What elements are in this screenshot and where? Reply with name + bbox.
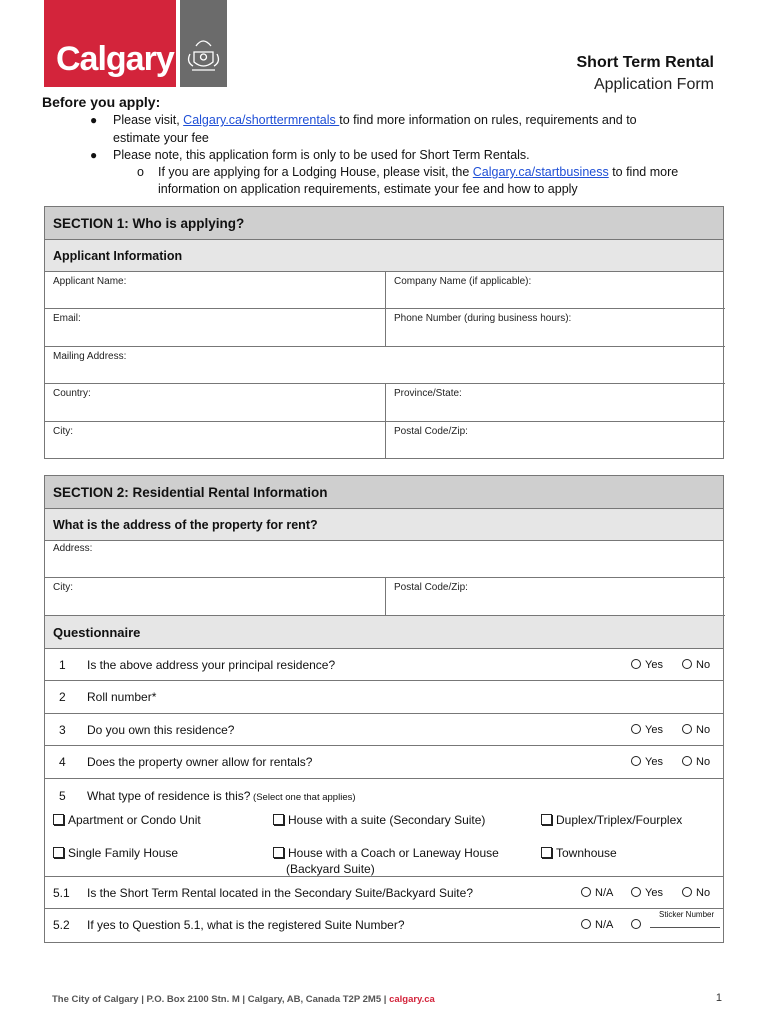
radio-icon (581, 919, 591, 929)
q51-na-radio[interactable] (581, 887, 613, 899)
option-label: Single Family House (68, 846, 179, 860)
option-label: No (696, 756, 711, 768)
radio-icon (682, 887, 692, 897)
secondary-suite-checkbox[interactable] (273, 813, 485, 827)
question-4-row (45, 746, 723, 779)
postal-code-field[interactable]: Postal Code/Zip: (394, 426, 468, 437)
question-number: 4 (59, 755, 66, 769)
intro-text: If you are applying for a Lodging House, please visit, the (158, 165, 473, 179)
question-number: 5 (59, 789, 66, 803)
question-5-2-row (45, 909, 723, 943)
q51-no-radio[interactable] (682, 887, 710, 899)
option-label: Duplex/Triplex/Fourplex (556, 813, 683, 827)
roll-number-label: Roll number* (87, 690, 157, 704)
property-postal-field[interactable]: Postal Code/Zip: (386, 578, 725, 616)
backyard-suite-checkbox[interactable] (273, 846, 499, 860)
duplex-checkbox[interactable] (541, 813, 682, 827)
radio-icon (581, 887, 591, 897)
checkbox-icon (273, 814, 284, 825)
checkbox-icon (541, 847, 552, 858)
section-1-title: SECTION 1: Who is applying? (45, 207, 723, 240)
question-number: 5.2 (53, 918, 70, 932)
property-city-field[interactable]: City: (45, 578, 386, 616)
country-field[interactable]: Country: (45, 384, 386, 422)
option-label: Yes (645, 887, 663, 899)
radio-icon (682, 724, 692, 734)
q4-no-radio[interactable] (682, 756, 710, 768)
option-label: Yes (645, 659, 663, 671)
q1-yes-radio[interactable] (631, 659, 663, 671)
q51-yes-radio[interactable] (631, 887, 663, 899)
radio-icon (682, 756, 692, 766)
intro-sub-bullet-line2: information on application requirements, estimate your fee and how to apply (158, 182, 578, 196)
property-address-field[interactable]: Address: (45, 541, 725, 578)
option-label: House with a Coach or Laneway House (288, 846, 499, 860)
shorttermrentals-link[interactable]: Calgary.ca/shorttermrentals (183, 113, 340, 127)
before-you-apply-heading: Before you apply: (42, 94, 161, 110)
startbusiness-link[interactable]: Calgary.ca/startbusiness (472, 165, 609, 179)
option-label: No (696, 724, 711, 736)
radio-icon (631, 659, 641, 669)
phone-field[interactable]: Phone Number (during business hours): (386, 309, 725, 347)
option-label: Yes (645, 724, 663, 736)
section-2 (44, 475, 724, 943)
q3-no-radio[interactable] (682, 724, 710, 736)
option-label: Townhouse (556, 846, 617, 860)
question-5-1-row (45, 877, 723, 909)
radio-icon (631, 919, 641, 929)
footer-link[interactable]: calgary.ca (389, 994, 435, 1005)
option-label: Yes (645, 756, 663, 768)
question-text: Is the Short Term Rental located in the Secondary Suite/Backyard Suite? (87, 886, 473, 900)
section-1 (44, 206, 724, 459)
option-label: N/A (595, 919, 614, 931)
radio-icon (682, 659, 692, 669)
question-number: 1 (59, 658, 66, 672)
question-text: Is the above address your principal residence? (87, 658, 336, 672)
option-label: No (696, 659, 711, 671)
logo-wordmark: Calgary (56, 40, 174, 78)
form-subtitle: Application Form (593, 76, 714, 93)
applicant-name-field[interactable]: Applicant Name: (45, 272, 386, 309)
form-title: Short Term Rental (576, 54, 714, 71)
question-number: 3 (59, 723, 66, 737)
question-1-row (45, 649, 723, 681)
q52-na-radio[interactable] (581, 919, 613, 931)
checkbox-icon (53, 847, 64, 858)
question-number: 2 (59, 690, 66, 704)
question-2-row[interactable] (45, 681, 723, 714)
q1-no-radio[interactable] (682, 659, 710, 671)
intro-sub-bullet (158, 164, 678, 181)
checkbox-icon (273, 847, 284, 858)
backyard-suite-label-line2: (Backyard Suite) (286, 862, 375, 876)
intro-text: Please visit, (113, 113, 184, 127)
mailing-address-field[interactable]: Mailing Address: (45, 347, 725, 384)
checkbox-icon (53, 814, 64, 825)
q4-yes-radio[interactable] (631, 756, 663, 768)
question-text: Do you own this residence? (87, 723, 235, 737)
coat-of-arms-icon (180, 0, 227, 87)
bullet-icon: ● (90, 113, 98, 127)
sub-bullet-marker: o (137, 165, 144, 179)
section-2-title: SECTION 2: Residential Rental Information (45, 476, 723, 509)
question-text (87, 789, 356, 803)
footer-address: The City of Calgary | P.O. Box 2100 Stn. M | Calgary, AB, Canada T2P 2M5 | (52, 994, 390, 1005)
province-field[interactable]: Province/State: (386, 384, 725, 422)
applicant-info-heading: Applicant Information (45, 240, 723, 272)
question-3-row (45, 714, 723, 746)
option-label: N/A (595, 887, 614, 899)
question-text: Does the property owner allow for rentals? (87, 755, 313, 769)
email-field[interactable]: Email: (45, 309, 386, 347)
company-name-field[interactable]: Company Name (if applicable): (386, 272, 725, 309)
question-text: If yes to Question 5.1, what is the registered Suite Number? (87, 918, 405, 932)
page-number: 1 (715, 992, 722, 1004)
question-number: 5.1 (53, 886, 70, 900)
intro-text: to find more (608, 165, 679, 179)
option-label: House with a suite (Secondary Suite) (288, 813, 486, 827)
property-address-heading: What is the address of the property for rent? (45, 509, 723, 541)
question-5-text: What type of residence is this? (87, 789, 251, 803)
apartment-checkbox[interactable] (53, 813, 201, 827)
question-5-note: (Select one that applies) (250, 792, 356, 803)
intro-bullet-2: Please note, this application form is only to be used for Short Term Rentals. (113, 148, 530, 162)
option-label: Apartment or Condo Unit (68, 813, 201, 827)
q3-yes-radio[interactable] (631, 724, 663, 736)
radio-icon (631, 756, 641, 766)
option-label: No (696, 887, 711, 899)
radio-icon (631, 724, 641, 734)
intro-text: to find more information on rules, requirements and to (339, 113, 637, 127)
city-field[interactable]: City: (45, 422, 386, 459)
question-5-row (45, 779, 723, 877)
bullet-icon: ● (90, 148, 98, 162)
q52-sticker-radio[interactable] (631, 919, 645, 931)
radio-icon (631, 887, 641, 897)
sticker-number-label: Sticker Number (659, 910, 715, 919)
intro-bullet-1-line2: estimate your fee (113, 131, 209, 145)
intro-bullet-1 (113, 112, 637, 129)
questionnaire-heading: Questionnaire (45, 616, 723, 649)
footer (52, 994, 435, 1005)
townhouse-checkbox[interactable] (541, 846, 617, 860)
checkbox-icon (541, 814, 552, 825)
single-family-checkbox[interactable] (53, 846, 178, 860)
